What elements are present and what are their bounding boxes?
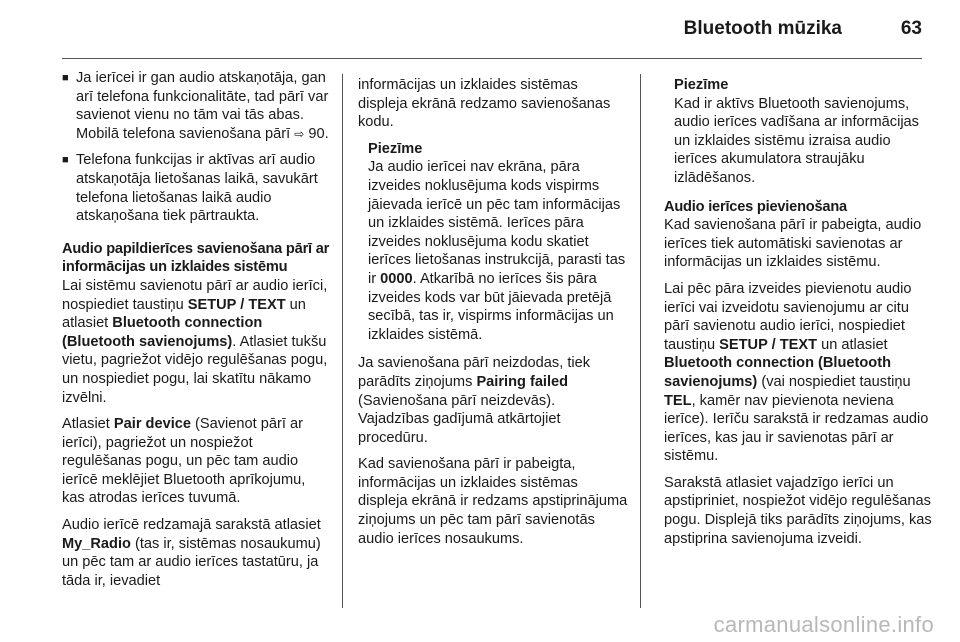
section-heading: Audio papildierīces savienošana pārī ar informācijas un izklaides sistēmu <box>62 240 330 276</box>
bullet-item: ■ Telefona funkcijas ir aktīvas arī audio atskaņotāja lietošanas laikā, savukārt telefona lietošanas laikā audio atskaņošana tiek pārtraukta. <box>62 152 318 225</box>
section-heading: Audio ierīces pievienošana <box>664 198 847 215</box>
note-title: Piezīme <box>674 77 729 93</box>
paragraph: informācijas un izklaides sistēmas displeja ekrānā redzamo savienošanas kodu. <box>358 77 611 131</box>
paragraph: Kad savienošana pārī ir pabeigta, informācijas un izklaides sistēmas displeja ekrānā ir redzams apstiprinājuma ziņojums un pēc tam pārī savienotās audio ierīces nosaukums. <box>358 456 628 547</box>
bullet-square-icon: ■ <box>62 72 69 84</box>
column-divider-right <box>640 74 641 608</box>
paragraph: Kad savienošana pārī ir pabeigta, audio ierīces tiek automātiski savienotas ar informācijas un izklaides sistēmu. <box>664 217 922 271</box>
paragraph: Sarakstā atlasiet vajadzīgo ierīci un apstipriniet, nospiežot vidējo regulēšanas pogu. Displejā tiks parādīts ziņojums, kas apstiprina savienojuma izveidi. <box>664 474 932 547</box>
paragraph: Audio ierīcē redzamajā sarakstā atlasiet My_Radio (tas ir, sistēmas nosaukumu) un pēc tam ar audio ierīces tastatūru, ja tāda ir, ievadiet <box>62 517 321 589</box>
page-title: Bluetooth mūzika <box>683 18 842 39</box>
header-rule <box>62 58 922 59</box>
note-title: Piezīme <box>368 140 423 157</box>
column-divider-left <box>342 74 343 608</box>
bullet-item: ■ Ja ierīcei ir gan audio atskaņotāja, gan arī telefona funkcionalitāte, tad pārī var savienot vienu no tām vai tās abas. Mobilā telefona savienošana pārī ⇨ 90. <box>62 70 329 142</box>
page-ref-arrow-icon: ⇨ <box>294 126 305 141</box>
note-box <box>664 76 934 188</box>
note-box <box>358 140 628 345</box>
paragraph: Lai sistēmu savienotu pārī ar audio ierīci, nospiediet taustiņu SETUP / TEXT un atlasiet Bluetooth connection (Bluetooth savienojums). Atlasiet tukšu vietu, pagriežot vidējo regulēšanas pogu, un nospiediet pogu, lai skatītu nākamo izvēlni. <box>62 277 328 406</box>
page-number: 63 <box>900 18 922 39</box>
bullet-square-icon: ■ <box>62 154 69 167</box>
column-1 <box>62 69 332 598</box>
note-body: Kad ir aktīvs Bluetooth savienojums, audio ierīces vadīšana ar informācijas un izklaides sistēmu izraisa audio ierīces akumulatora straujāku izlādēšanos. <box>674 95 919 186</box>
watermark: carmanualsonline.info <box>713 612 934 637</box>
note-body: Ja audio ierīcei nav ekrāna, pāra izveides noklusējuma kods vispirms jāievada ierīcē un pēc tam informācijas un izklaides sistēmā. Ierīces pāra izveides noklusējuma kodu skatiet ierīces lietošanas instrukcijā, parasti tas ir 0000. Atkarībā no ierīces šis pāra izveides kods var būt jāievada pretējā secībā, tas ir, vispirms informācijas un izklaides sistēmā. <box>368 159 626 343</box>
page-header <box>0 0 960 62</box>
paragraph: Ja savienošana pārī neizdodas, tiek parādīts ziņojums Pairing failed (Savienošana pārī neizdevās). Vajadzības gadījumā atkārtojiet procedūru. <box>358 355 591 446</box>
column-3 <box>664 76 934 556</box>
paragraph: Lai pēc pāra izveides pievienotu audio ierīci vai izveidotu savienojumu ar citu pārī savienotu audio ierīci, nospiediet taustiņu SETUP / TEXT un atlasiet Bluetooth connection (Bluetooth savienojums) (vai nospiediet taustiņu TEL, kamēr nav pievienota neviena ierīce). Ierīču sarakstā ir redzamas audio ierīces, kas jau ir savienotas pārī ar sistēmu. <box>664 280 929 465</box>
column-2 <box>358 76 628 556</box>
paragraph: Atlasiet Pair device (Savienot pārī ar ierīci), pagriežot un nospiežot regulēšanas pogu, un pēc tam audio ierīcē meklējiet Bluetooth aprīkojumu, kas atrodas ierīces tuvumā. <box>62 416 306 507</box>
